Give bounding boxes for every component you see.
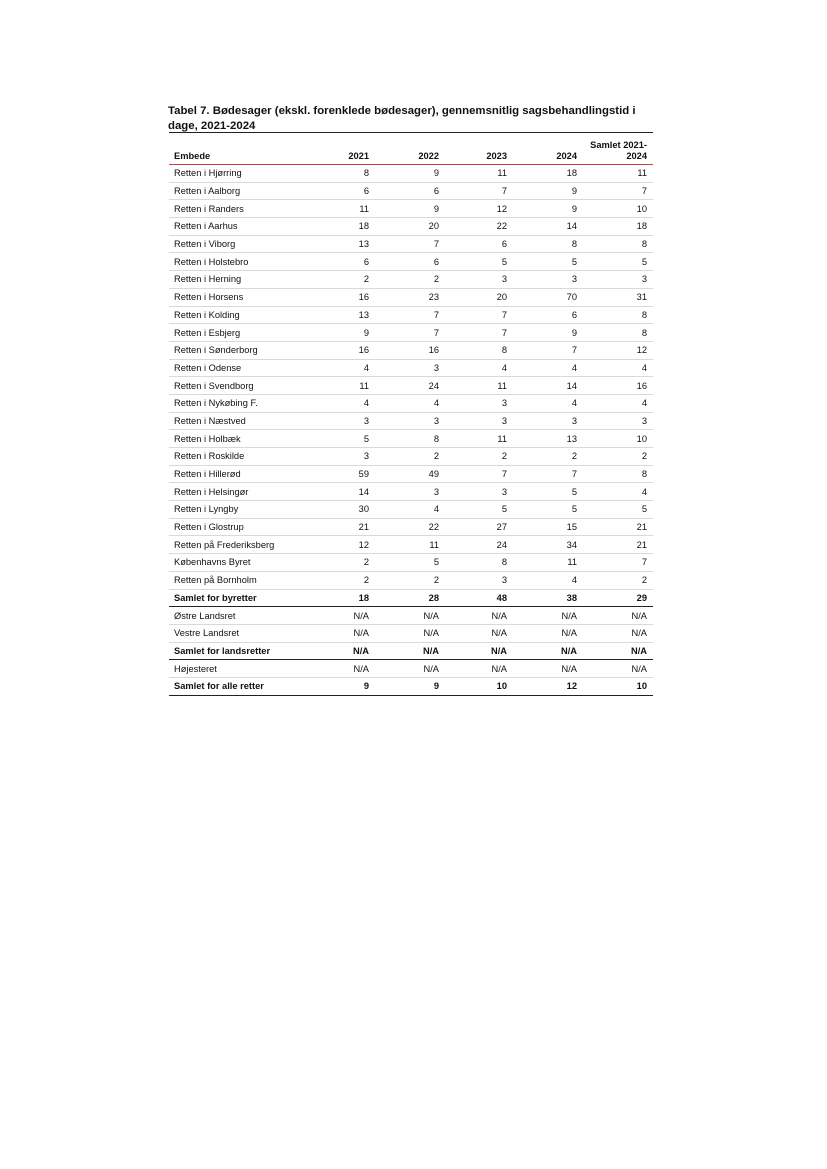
table-cell: 24	[375, 377, 445, 395]
row-label: Samlet for landsretter	[169, 642, 317, 660]
table-cell: 3	[375, 359, 445, 377]
column-header-embede: Embede	[169, 133, 317, 165]
table-cell: 7	[375, 306, 445, 324]
table-cell: 3	[445, 571, 513, 589]
table-cell: 34	[513, 536, 583, 554]
table-cell: 12	[445, 200, 513, 218]
table-cell: N/A	[513, 642, 583, 660]
table-row	[169, 465, 653, 483]
table-row	[169, 235, 653, 253]
table-cell: 30	[317, 501, 375, 519]
table-cell: 9	[375, 200, 445, 218]
table-cell: 3	[583, 271, 653, 289]
table-row	[169, 394, 653, 412]
table-row	[169, 554, 653, 572]
table-cell: 13	[317, 235, 375, 253]
table-cell: 14	[317, 483, 375, 501]
table-cell: 7	[513, 465, 583, 483]
table-cell: 3	[513, 271, 583, 289]
row-label: Samlet for alle retter	[169, 677, 317, 695]
row-label: Retten i Holstebro	[169, 253, 317, 271]
table-cell: 2	[375, 571, 445, 589]
row-label: Retten i Aarhus	[169, 218, 317, 236]
table-cell: 13	[317, 306, 375, 324]
table-cell: 4	[513, 394, 583, 412]
table-cell: 29	[583, 589, 653, 607]
table-cell: 3	[445, 483, 513, 501]
table-cell: 4	[375, 501, 445, 519]
table-cell: 10	[583, 677, 653, 695]
table-cell: 5	[445, 253, 513, 271]
table-cell: 10	[583, 430, 653, 448]
table-cell: 3	[445, 412, 513, 430]
table-cell: N/A	[513, 607, 583, 625]
table-row	[169, 200, 653, 218]
table-cell: 5	[445, 501, 513, 519]
table-cell: N/A	[375, 607, 445, 625]
table-row	[169, 341, 653, 359]
table-cell: 16	[317, 341, 375, 359]
table-cell: 15	[513, 518, 583, 536]
table-cell: 5	[513, 501, 583, 519]
row-label: Retten i Horsens	[169, 288, 317, 306]
table-row	[169, 253, 653, 271]
table-cell: 7	[445, 324, 513, 342]
table-cell: 5	[513, 483, 583, 501]
table-cell: 4	[375, 394, 445, 412]
table-cell: 3	[375, 412, 445, 430]
table-cell: 8	[317, 165, 375, 183]
table-cell: 21	[583, 536, 653, 554]
table-cell: 4	[513, 571, 583, 589]
row-label: Samlet for byretter	[169, 589, 317, 607]
table-cell: 16	[317, 288, 375, 306]
table-cell: 11	[583, 165, 653, 183]
table-cell: N/A	[445, 660, 513, 678]
table-cell: 22	[445, 218, 513, 236]
column-header-2024: 2024	[513, 133, 583, 165]
table-cell: 7	[445, 465, 513, 483]
row-label: Højesteret	[169, 660, 317, 678]
table-cell: 6	[317, 253, 375, 271]
table-cell: 9	[375, 165, 445, 183]
table-row	[169, 271, 653, 289]
row-label: Retten i Herning	[169, 271, 317, 289]
table-cell: N/A	[583, 660, 653, 678]
table-cell: 2	[445, 448, 513, 466]
table-cell: N/A	[583, 607, 653, 625]
row-label: Retten i Hjørring	[169, 165, 317, 183]
table-cell: 3	[445, 271, 513, 289]
table-cell: 7	[375, 324, 445, 342]
table-cell: N/A	[317, 607, 375, 625]
table-cell: 11	[513, 554, 583, 572]
table-cell: 49	[375, 465, 445, 483]
table-cell: 9	[513, 324, 583, 342]
row-label: Retten i Esbjerg	[169, 324, 317, 342]
table-cell: 12	[513, 677, 583, 695]
row-label: Retten i Odense	[169, 359, 317, 377]
table-cell: 21	[317, 518, 375, 536]
table-cell: 9	[317, 324, 375, 342]
table-cell: 48	[445, 589, 513, 607]
column-header-2021: 2021	[317, 133, 375, 165]
table-row	[169, 660, 653, 678]
row-label: Retten i Viborg	[169, 235, 317, 253]
row-label: Vestre Landsret	[169, 624, 317, 642]
table-row	[169, 218, 653, 236]
table-cell: 4	[583, 359, 653, 377]
row-label: Retten i Glostrup	[169, 518, 317, 536]
table-cell: 6	[445, 235, 513, 253]
table-cell: 22	[375, 518, 445, 536]
table-cell: 10	[583, 200, 653, 218]
table-row	[169, 165, 653, 183]
table-row	[169, 324, 653, 342]
table-row	[169, 589, 653, 607]
table-cell: N/A	[583, 642, 653, 660]
table-row	[169, 412, 653, 430]
table-cell: 8	[513, 235, 583, 253]
table-cell: 4	[317, 359, 375, 377]
table-cell: 6	[375, 253, 445, 271]
table-row	[169, 359, 653, 377]
table-cell: N/A	[445, 624, 513, 642]
table-cell: 3	[375, 483, 445, 501]
table-cell: 12	[583, 341, 653, 359]
table-cell: 16	[375, 341, 445, 359]
column-header-2023: 2023	[445, 133, 513, 165]
table-cell: 20	[445, 288, 513, 306]
table-cell: N/A	[445, 642, 513, 660]
data-table	[169, 132, 653, 696]
table-cell: 11	[445, 377, 513, 395]
table-cell: 2	[583, 571, 653, 589]
table-cell: 18	[317, 589, 375, 607]
table-cell: 11	[317, 377, 375, 395]
row-label: Københavns Byret	[169, 554, 317, 572]
table-cell: N/A	[375, 642, 445, 660]
table-cell: 7	[445, 182, 513, 200]
table-cell: 11	[445, 430, 513, 448]
row-label: Retten i Nykøbing F.	[169, 394, 317, 412]
table-cell: 5	[317, 430, 375, 448]
table-cell: 8	[583, 465, 653, 483]
table-cell: 59	[317, 465, 375, 483]
table-cell: 3	[445, 394, 513, 412]
table-cell: 11	[445, 165, 513, 183]
table-cell: N/A	[317, 642, 375, 660]
row-label: Retten i Næstved	[169, 412, 317, 430]
table-cell: 3	[317, 448, 375, 466]
table-row	[169, 430, 653, 448]
table-cell: N/A	[375, 624, 445, 642]
table-cell: 5	[583, 501, 653, 519]
table-cell: 8	[375, 430, 445, 448]
row-label: Retten i Sønderborg	[169, 341, 317, 359]
table-cell: 8	[445, 554, 513, 572]
table-row	[169, 182, 653, 200]
table-cell: N/A	[583, 624, 653, 642]
table-cell: 7	[445, 306, 513, 324]
table-cell: 20	[375, 218, 445, 236]
row-label: Østre Landsret	[169, 607, 317, 625]
table-cell: N/A	[317, 660, 375, 678]
table-cell: 2	[583, 448, 653, 466]
table-cell: 2	[317, 554, 375, 572]
table-cell: N/A	[513, 660, 583, 678]
table-cell: 16	[583, 377, 653, 395]
table-cell: 8	[445, 341, 513, 359]
table-cell: 9	[513, 200, 583, 218]
table-cell: N/A	[317, 624, 375, 642]
table-row	[169, 607, 653, 625]
table-cell: 5	[513, 253, 583, 271]
table-cell: 14	[513, 377, 583, 395]
table-cell: 18	[513, 165, 583, 183]
table-cell: 70	[513, 288, 583, 306]
table-row	[169, 571, 653, 589]
table-row	[169, 677, 653, 695]
table-cell: 38	[513, 589, 583, 607]
table-cell: 6	[317, 182, 375, 200]
table-row	[169, 448, 653, 466]
table-cell: 9	[513, 182, 583, 200]
table-cell: 18	[317, 218, 375, 236]
table-cell: 7	[583, 182, 653, 200]
table-cell: N/A	[375, 660, 445, 678]
table-cell: 21	[583, 518, 653, 536]
table-row	[169, 483, 653, 501]
table-cell: 6	[513, 306, 583, 324]
table-cell: 18	[583, 218, 653, 236]
table-caption: Tabel 7. Bødesager (ekskl. forenklede bødesager), gennemsnitlig sagsbehandlingstid i dage, 2021-2024	[168, 105, 636, 132]
column-header-samlet: Samlet 2021-2024	[583, 133, 653, 165]
table-cell: 11	[317, 200, 375, 218]
table-cell: 11	[375, 536, 445, 554]
row-label: Retten i Lyngby	[169, 501, 317, 519]
table-cell: 8	[583, 306, 653, 324]
table-row	[169, 642, 653, 660]
table-cell: 31	[583, 288, 653, 306]
table-body	[169, 165, 653, 696]
row-label: Retten i Roskilde	[169, 448, 317, 466]
table-cell: 12	[317, 536, 375, 554]
row-label: Retten i Kolding	[169, 306, 317, 324]
table-cell: 6	[375, 182, 445, 200]
table-cell: 7	[375, 235, 445, 253]
table-cell: 4	[583, 483, 653, 501]
table-cell: 9	[317, 677, 375, 695]
row-label: Retten i Holbæk	[169, 430, 317, 448]
table-row	[169, 501, 653, 519]
table-cell: 13	[513, 430, 583, 448]
table-cell: 2	[317, 571, 375, 589]
table-cell: 8	[583, 324, 653, 342]
table-row	[169, 624, 653, 642]
column-header-2022: 2022	[375, 133, 445, 165]
table-cell: 10	[445, 677, 513, 695]
table-cell: 4	[317, 394, 375, 412]
table-cell: 5	[583, 253, 653, 271]
row-label: Retten i Helsingør	[169, 483, 317, 501]
table-row	[169, 288, 653, 306]
table-cell: 3	[513, 412, 583, 430]
table-cell: 4	[513, 359, 583, 377]
table-cell: 2	[317, 271, 375, 289]
table-header-row	[169, 133, 653, 165]
table-row	[169, 536, 653, 554]
table-cell: 2	[375, 448, 445, 466]
table-row	[169, 306, 653, 324]
table-row	[169, 377, 653, 395]
table-cell: 3	[317, 412, 375, 430]
table-cell: 28	[375, 589, 445, 607]
table-cell: 23	[375, 288, 445, 306]
table-cell: 9	[375, 677, 445, 695]
table-cell: 2	[513, 448, 583, 466]
row-label: Retten i Randers	[169, 200, 317, 218]
table-cell: 24	[445, 536, 513, 554]
table-cell: N/A	[513, 624, 583, 642]
table-cell: 5	[375, 554, 445, 572]
row-label: Retten på Frederiksberg	[169, 536, 317, 554]
row-label: Retten i Svendborg	[169, 377, 317, 395]
table-row	[169, 518, 653, 536]
table-cell: 4	[445, 359, 513, 377]
row-label: Retten på Bornholm	[169, 571, 317, 589]
table-cell: 7	[513, 341, 583, 359]
table-cell: 7	[583, 554, 653, 572]
table-cell: 27	[445, 518, 513, 536]
table-cell: 3	[583, 412, 653, 430]
table-cell: N/A	[445, 607, 513, 625]
table-cell: 8	[583, 235, 653, 253]
row-label: Retten i Hillerød	[169, 465, 317, 483]
table-cell: 14	[513, 218, 583, 236]
table-cell: 2	[375, 271, 445, 289]
row-label: Retten i Aalborg	[169, 182, 317, 200]
table-cell: 4	[583, 394, 653, 412]
